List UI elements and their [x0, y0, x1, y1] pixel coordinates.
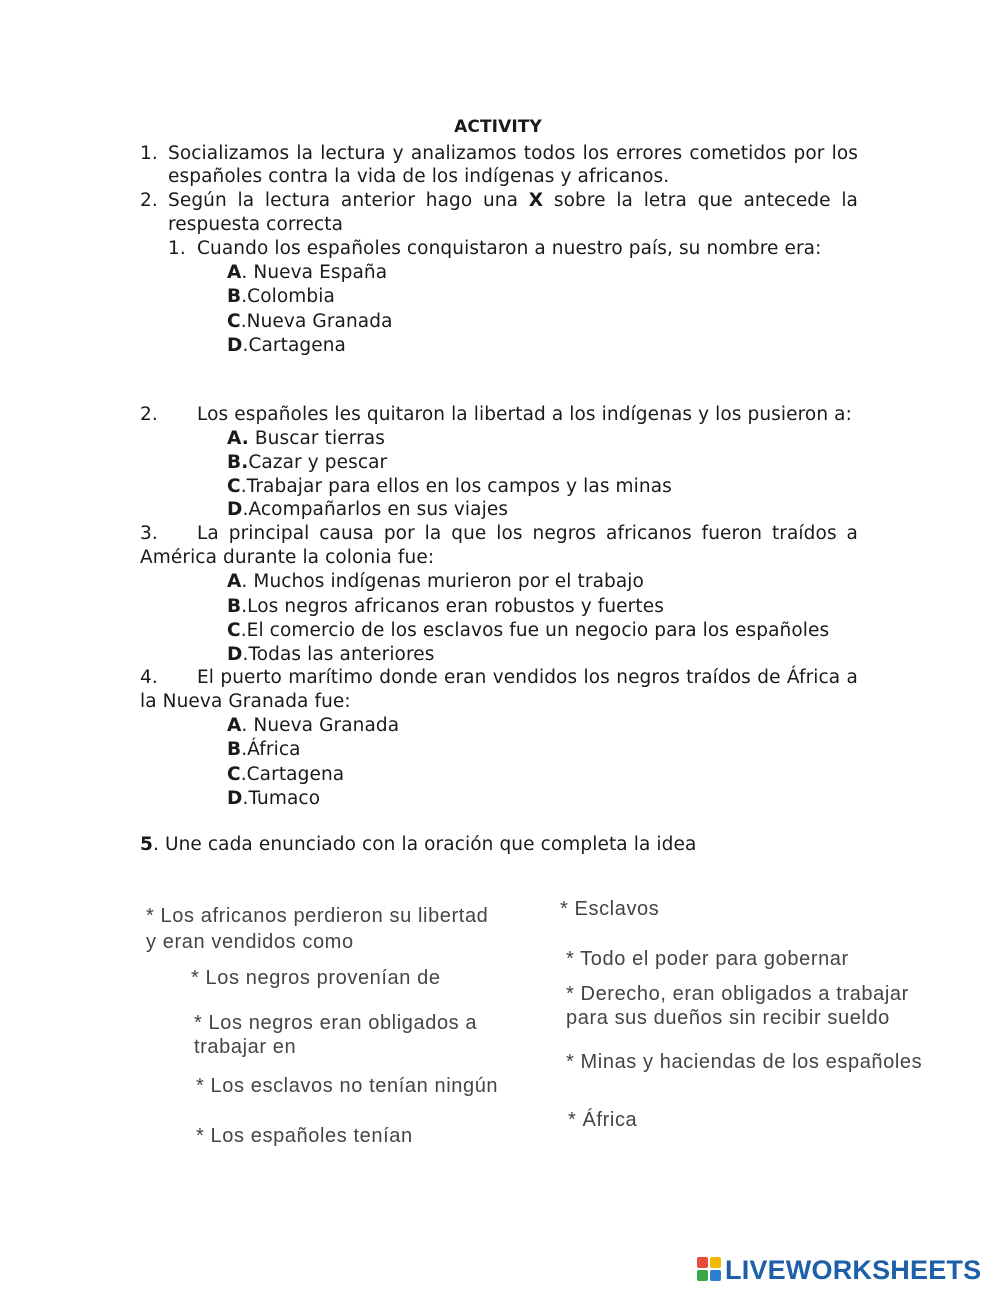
question-1-text: Cuando los españoles conquistaron a nuestro país, su nombre era:: [197, 238, 822, 259]
q2-option-a: A. Buscar tierras: [227, 428, 385, 449]
match-left-3-line1: * Los negros eran obligados a: [194, 1012, 478, 1034]
question-2-text: Los españoles les quitaron la libertad a los indígenas y los pusieron a:: [197, 404, 852, 425]
q1-option-d: D.Cartagena: [227, 335, 346, 356]
question-3-line2: América durante la colonia fue:: [140, 547, 435, 568]
match-right-3-line2: para sus dueños sin recibir sueldo: [566, 1007, 890, 1029]
q1-option-b: B.Colombia: [227, 286, 335, 307]
question-4-line1: El puerto marítimo donde eran vendidos los negros traídos de África a: [197, 667, 858, 688]
match-left-1-line2: y eran vendidos como: [146, 931, 354, 953]
match-left-2: * Los negros provenían de: [191, 967, 441, 989]
match-right-4: * Minas y haciendas de los españoles: [566, 1051, 923, 1073]
instruction-2-line1: [168, 190, 858, 211]
q2-option-c: C.Trabajar para ellos en los campos y las minas: [227, 476, 672, 497]
question-5-text: 5. Une cada enunciado con la oración que completa la idea: [140, 834, 697, 855]
match-right-1: * Esclavos: [560, 898, 660, 920]
instruction-2-text-c: sobre la letra que antecede la: [553, 190, 858, 211]
question-3-line1: La principal causa por la que los negros africanos fueron traídos a: [197, 523, 858, 544]
instruction-2-line2: respuesta correcta: [168, 214, 344, 235]
q1-option-a: A. Nueva España: [227, 262, 388, 283]
q3-option-c: C.El comercio de los esclavos fue un negocio para los españoles: [227, 620, 830, 641]
q3-option-d: D.Todas las anteriores: [227, 644, 435, 665]
q2-option-d: D.Acompañarlos en sus viajes: [227, 499, 509, 520]
liveworksheets-logo-icon: [697, 1257, 723, 1283]
instruction-1-number: 1.: [140, 143, 158, 164]
match-left-3-line2: trabajar en: [194, 1036, 297, 1058]
question-4-line2: la Nueva Granada fue:: [140, 691, 351, 712]
q4-option-b: B.África: [227, 739, 301, 760]
q4-option-d: D.Tumaco: [227, 788, 321, 809]
q3-option-b: B.Los negros africanos eran robustos y fuertes: [227, 596, 664, 617]
match-left-5: * Los españoles tenían: [196, 1125, 413, 1147]
match-right-5: * África: [568, 1109, 638, 1131]
instruction-2-text-a: Según la lectura anterior hago una: [168, 190, 519, 211]
instruction-1-line1: Socializamos la lectura y analizamos todos los errores cometidos por los: [168, 143, 858, 164]
instruction-2-x-mark: X: [528, 190, 544, 211]
liveworksheets-brand: [697, 1254, 981, 1286]
question-1-number: 1.: [168, 238, 186, 259]
match-right-3-line1: * Derecho, eran obligados a trabajar: [566, 983, 909, 1005]
question-4-number: 4.: [140, 667, 158, 688]
instruction-2-number: 2.: [140, 190, 158, 211]
question-2-number: 2.: [140, 404, 158, 425]
liveworksheets-wordmark: LIVEWORKSHEETS: [725, 1254, 982, 1285]
match-right-2: * Todo el poder para gobernar: [566, 948, 849, 970]
instruction-1-line2: españoles contra la vida de los indígenas y africanos.: [168, 166, 670, 187]
match-left-4: * Los esclavos no tenían ningún: [196, 1075, 499, 1097]
q1-option-c: C.Nueva Granada: [227, 311, 393, 332]
q3-option-a: A. Muchos indígenas murieron por el trabajo: [227, 571, 644, 592]
q4-option-a: A. Nueva Granada: [227, 715, 400, 736]
q4-option-c: C.Cartagena: [227, 764, 345, 785]
question-3-number: 3.: [140, 523, 158, 544]
match-left-1-line1: * Los africanos perdieron su libertad: [146, 905, 489, 927]
page-title: ACTIVITY: [454, 117, 542, 137]
q2-option-b: B.Cazar y pescar: [227, 452, 388, 473]
